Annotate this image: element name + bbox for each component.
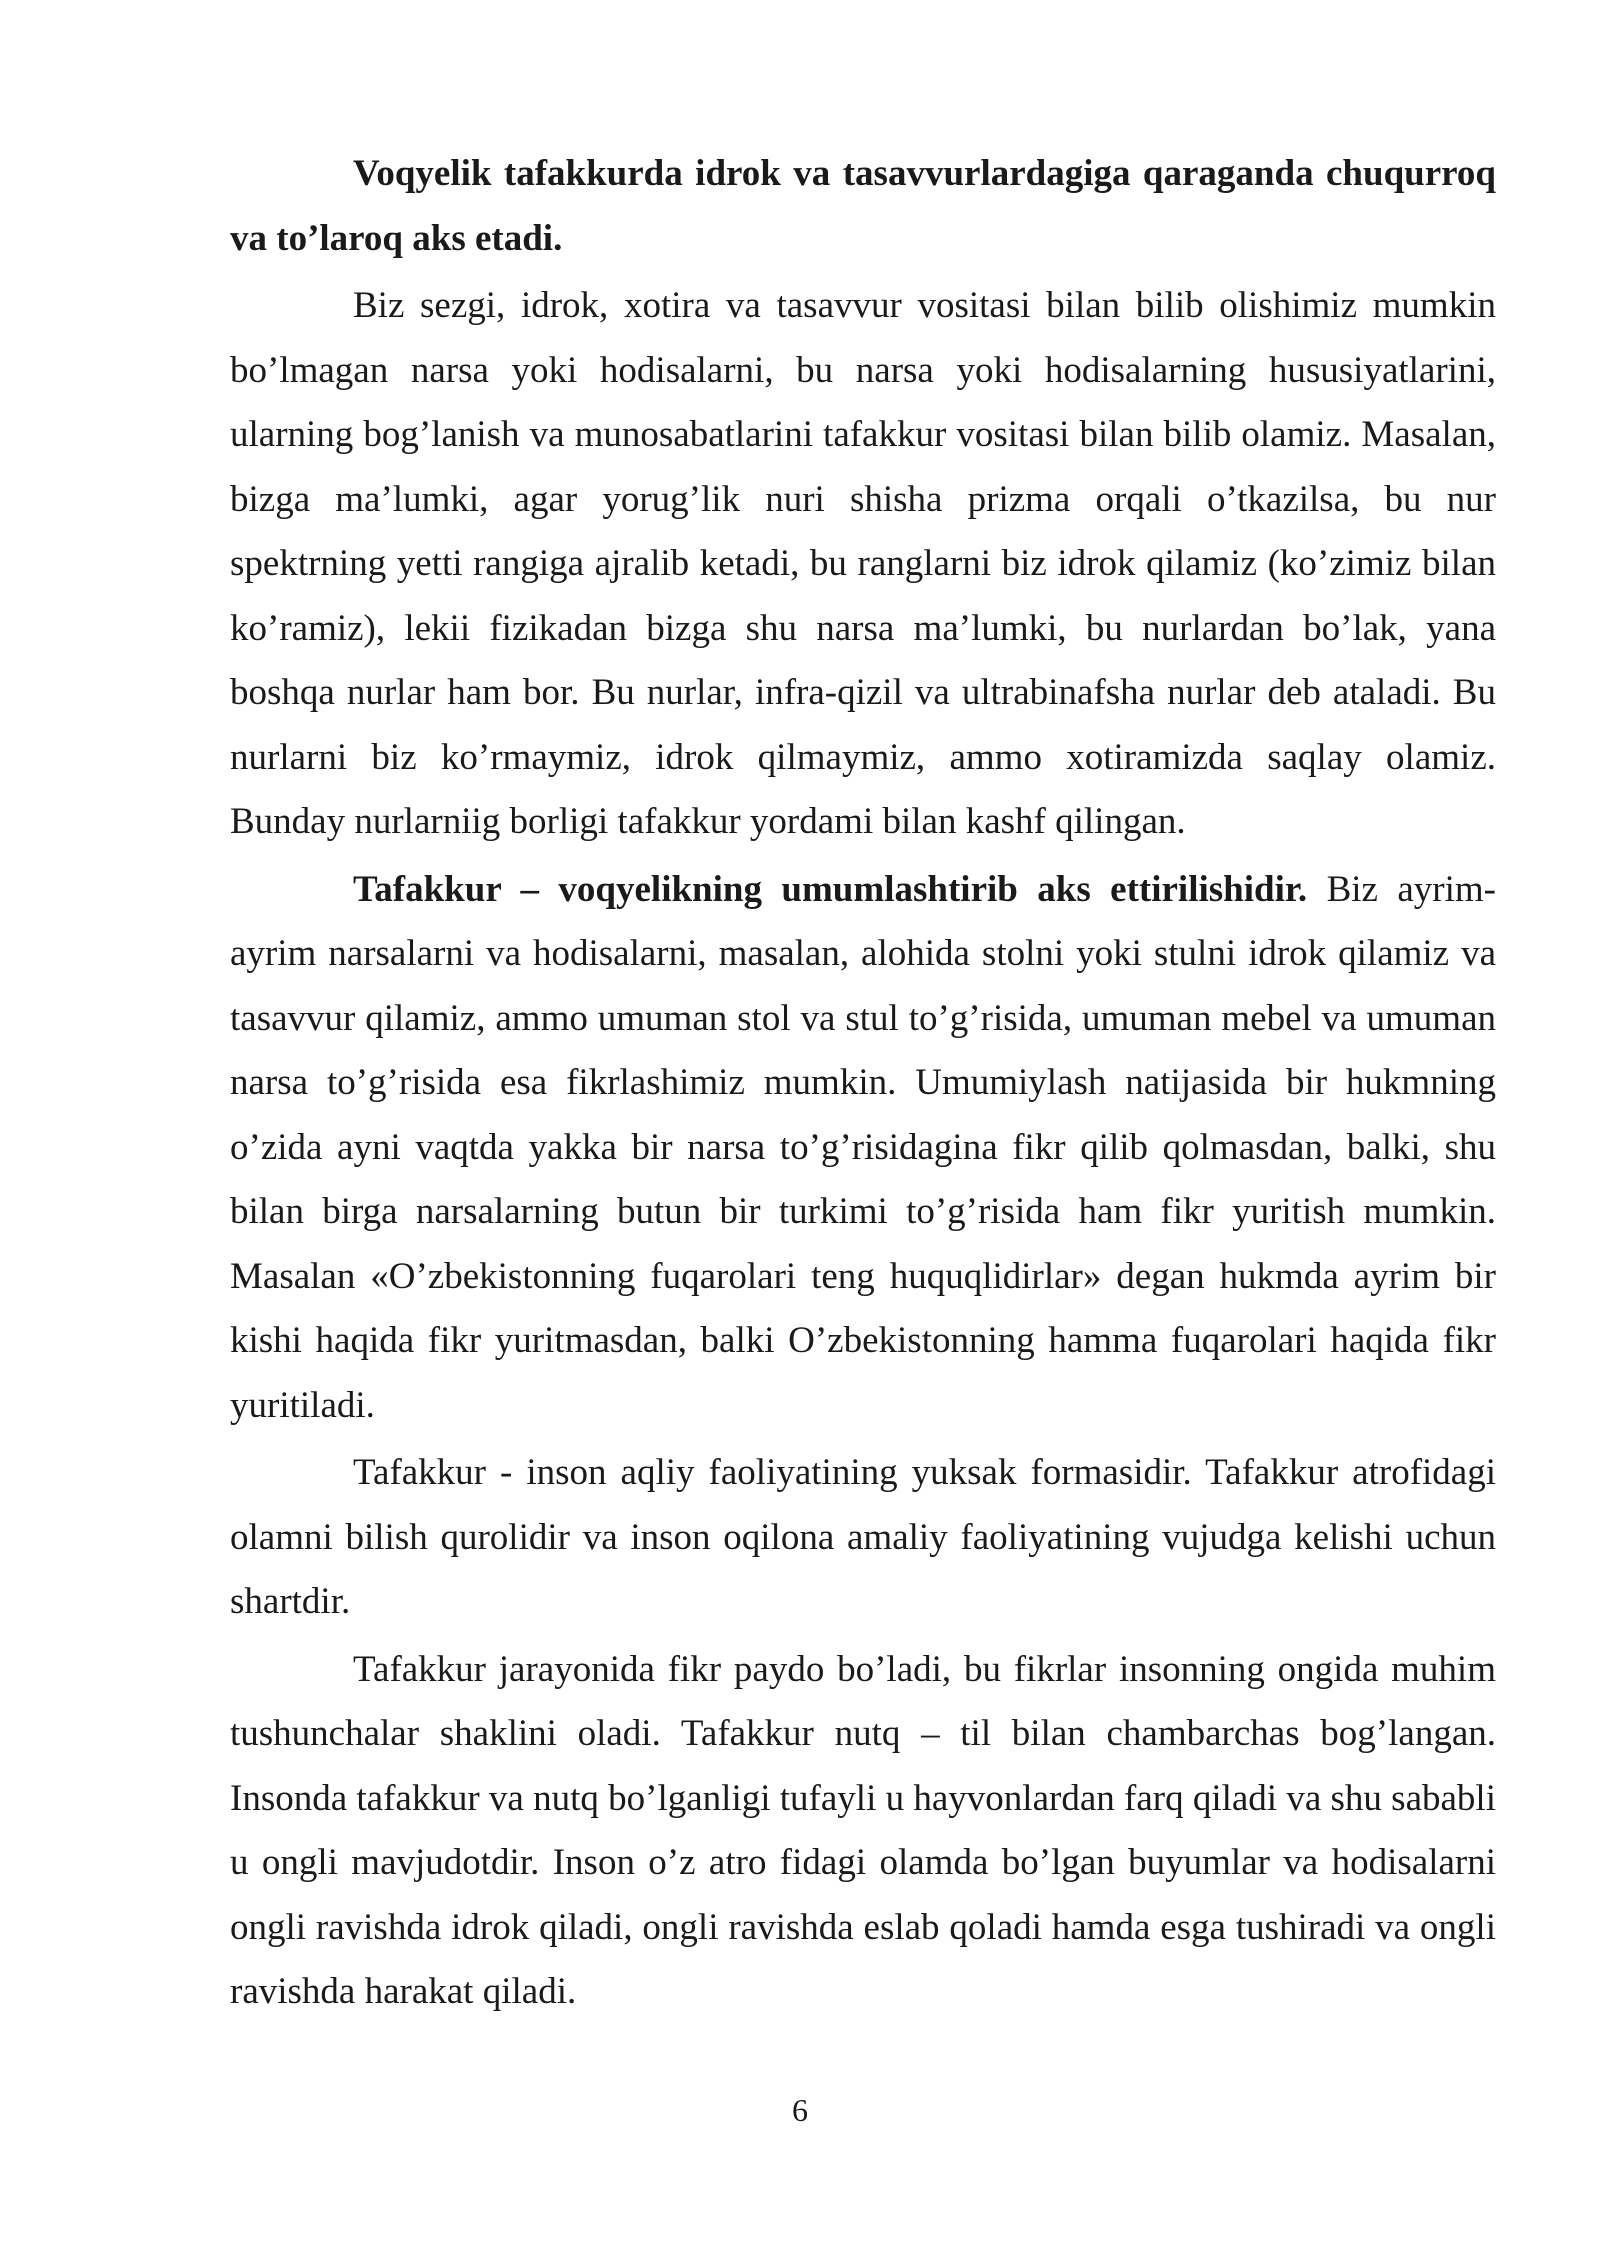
paragraph-2-text: Biz sezgi, idrok, xotira va tasavvur vositasi bilan bilib olishimiz mumkin bo’lmagan narsa yoki hodisalarni, bu narsa yoki hodisalarning hususiyatlarini, ularning bog’lanish va munosabatlarini tafakkur vositasi bilan bilib olamiz. Masalan, bizga ma’lumki, agar yorug’lik nuri shisha prizma orqali o’tkazilsa, bu nur spektrning yetti rangiga ajralib ketadi, bu ranglarni biz idrok qilamiz (ko’zimiz bilan ko’ramiz), lekii fizikadan bizga shu narsa ma’lumki, bu nurlardan bo’lak, yana boshqa nurlar ham bor. Bu nurlar, infra-qizil va ultrabinafsha nurlar deb ataladi. Bu nurlarni biz ko’rmaymiz, idrok qilmaymiz, ammo xotiramizda saqlay olamiz. Bunday nurlarniig borligi tafakkur yordami bilan kashf qilingan. [230,285,1496,842]
paragraph-1-bold-lead: Voqyelik tafakkurda idrok va tasavvurlardagiga qaraganda chuqurroq va to’laroq aks etadi. [230,153,1496,259]
page-number: 6 [792,2092,808,2128]
paragraph-5-text: Tafakkur jarayonida fikr paydo bo’ladi, bu fikrlar insonning ongida muhim tushunchalar shaklini oladi. Tafakkur nutq – til bilan chambarchas bog’langan. Insonda tafakkur va nutq bo’lganligi tufayli u hayvonlardan farq qiladi va shu sababli u ongli mavjudotdir. Inson o’z atro fidagi olamda bo’lgan buyumlar va hodisalarni ongli ravishda idrok qiladi, ongli ravishda eslab qoladi hamda esga tushiradi va ongli ravishda harakat qiladi. [230,1648,1496,2012]
paragraph-3-text: Biz ayrim-ayrim narsalarni va hodisalarni, masalan, alohida stolni yoki stulni idrok qilamiz va tasavvur qilamiz, ammo umuman stol va stul to’g’risida, umuman mebel va umuman narsa to’g’risida esa fikrlashimiz mumkin. Umumiylash natijasida bir hukmning o’zida ayni vaqtda yakka bir narsa to’g’risidagina fikr qilib qolmasdan, balki, shu bilan birga narsalarning butun bir turkimi to’g’risida ham fikr yuritish mumkin. Masalan «O’zbekistonning fuqarolari teng huquqlidirlar» degan hukmda ayrim bir kishi haqida fikr yuritmasdan, balki O’zbekistonning hamma fuqarolari haqida fikr yuritiladi. [230,868,1496,1426]
paragraph-1 [230,142,1496,271]
paragraph-4 [230,1441,1496,1635]
body-text [230,142,1496,2028]
paragraph-3-bold-lead: Tafakkur – voqyelikning umumlashtirib aks ettirilishidir. [353,868,1308,910]
paragraph-4-text: Tafakkur - inson aqliy faoliyatining yuksak formasidir. Tafakkur atrofidagi olamni bilish qurolidir va inson oqilona amaliy faoliyatining vujudga kelishi uchun shartdir. [230,1452,1496,1622]
paragraph-5 [230,1638,1496,2025]
paragraph-3 [230,858,1496,1439]
paragraph-2 [230,274,1496,855]
